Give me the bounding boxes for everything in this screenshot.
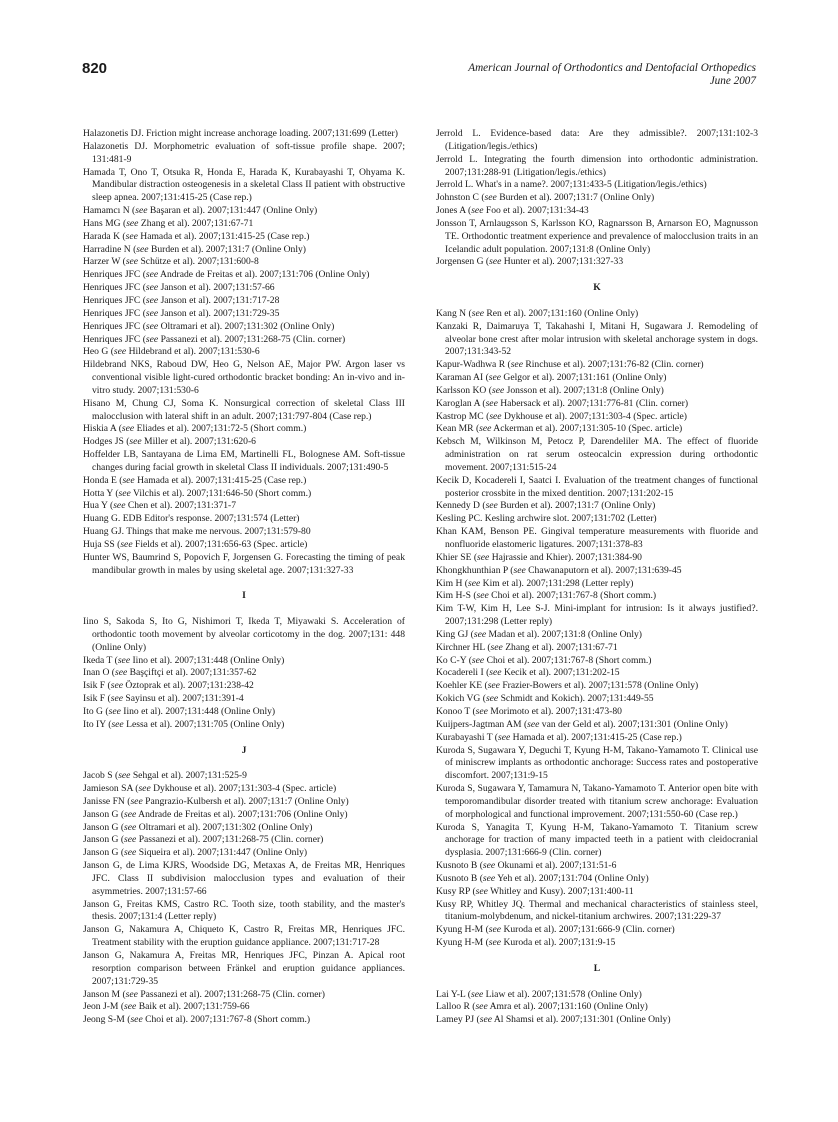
index-entry: Ito IY (see Lessa et al). 2007;131:705 (Online Only) (83, 718, 285, 730)
index-entry: Kuijpers-Jagtman AM (see van der Geld et al). 2007;131:301 (Online Only) (436, 718, 728, 730)
index-entry: Jonsson T, Arnlaugsson S, Karlsson KO, Ragnarsson B, Arnarson EO, Magnusson TE. Orthodontic treatment experience and prevalence of malocclusion traits in an Icelandic adult population. 2007;131:8 (Online Only) (436, 217, 758, 255)
index-entry: King GJ (see Madan et al). 2007;131:8 (Online Only) (436, 628, 642, 640)
index-entry: Heo G (see Hildebrand et al). 2007;131:530-6 (83, 346, 260, 358)
index-entry: Janson M (see Passanezi et al). 2007;131:268-75 (Clin. corner) (83, 988, 325, 1000)
index-entry: Johnston C (see Burden et al). 2007;131:7 (Online Only) (436, 192, 655, 204)
index-entry: Henriques JFC (see Passanezi et al). 2007;131:268-75 (Clin. corner) (83, 333, 346, 345)
index-entry: Janson G, Nakamura A, Freitas MR, Henriques JFC, Pinzan A. Apical root resorption comparison between Fränkel and eruption guidance appliances. 2007;131:729-35 (83, 950, 405, 987)
index-entry: Hisano M, Chung CJ, Soma K. Nonsurgical correction of skeletal Class III malocclusion with lateral shift in an adult. 2007;131:797-804 (Case rep.) (83, 397, 405, 422)
index-entry: Hua Y (see Chen et al). 2007;131:371-7 (83, 500, 237, 512)
index-entry: Lamey PJ (see Al Shamsi et al). 2007;131:301 (Online Only) (436, 1014, 671, 1026)
index-entry: Kyung H-M (see Kuroda et al). 2007;131:9-15 (436, 937, 616, 949)
issue-date: June 2007 (709, 75, 756, 87)
index-entry: Iino S, Sakoda S, Ito G, Nishimori T, Ikeda T, Miyawaki S. Acceleration of orthodontic tooth movement by alveolar corticotomy in the dog. 2007;131: 448 (Online Only) (83, 616, 405, 653)
index-entry: Karaman AI (see Gelgor et al). 2007;131:161 (Online Only) (436, 372, 667, 384)
index-entry: Kapur-Wadhwa R (see Rinchuse et al). 2007;131:76-82 (Clin. corner) (436, 359, 704, 371)
index-entry: Hunter WS, Baumrind S, Popovich F, Jorgensen G. Forecasting the timing of peak mandibular growth in males by using skeletal age. 2007;131:327-33 (83, 551, 405, 576)
index-entry: Kebsch M, Wilkinson M, Petocz P, Darendeliler MA. The effect of fluoride administration on rat serum osteocalcin expression during orthodontic movement. 2007;131:515-24 (436, 436, 758, 473)
index-entry: Isik F (see Öztoprak et al). 2007;131:238-42 (83, 680, 254, 692)
index-entry: Kesling PC. Kesling archwire slot. 2007;131:702 (Letter) (436, 513, 657, 525)
index-entry: Harada K (see Hamada et al). 2007;131:415-25 (Case rep.) (83, 230, 310, 242)
index-entry: Kim H-S (see Choi et al). 2007;131:767-8 (Short comm.) (436, 590, 657, 602)
running-header (336, 62, 756, 88)
index-entry: Kang N (see Ren et al). 2007;131:160 (Online Only) (436, 307, 639, 319)
index-entry: Kastrop MC (see Dykhouse et al). 2007;131:303-4 (Spec. article) (436, 410, 687, 422)
index-entry: Janson G (see Andrade de Freitas et al). 2007;131:706 (Online Only) (83, 808, 348, 820)
index-entry: Khier SE (see Hajrassie and Khier). 2007;131:384-90 (436, 551, 642, 563)
index-entry: Janson G, Freitas KMS, Castro RC. Tooth size, tooth stability, and the master's thesis. 2007;131:4 (Letter reply) (83, 898, 405, 923)
index-entry: Khongkhunthian P (see Chawanaputorn et al). 2007;131:639-45 (436, 564, 682, 576)
index-entry: Hamada T, Ono T, Otsuka R, Honda E, Harada K, Kurabayashi T, Ohyama K. Mandibular distraction osteogenesis in a skeletal Class II patient with obstructive sleep apnea. 2007;131:415-25 (Case rep.) (83, 166, 405, 204)
index-entry: Janson G (see Siqueira et al). 2007;131:447 (Online Only) (83, 847, 308, 859)
index-entry: Kim T-W, Kim H, Lee S-J. Mini-implant for intrusion: Is it always justified?. 2007;131:298 (Letter reply) (436, 603, 758, 628)
index-entry: Huang G. EDB Editor's response. 2007;131:574 (Letter) (83, 513, 300, 525)
index-entry: Jeon J-M (see Baik et al). 2007;131:759-66 (83, 1001, 250, 1013)
index-entry: Kirchner HL (see Zhang et al). 2007;131:67-71 (436, 641, 618, 653)
index-entry: Jamieson SA (see Dykhouse et al). 2007;131:303-4 (Spec. article) (83, 783, 337, 795)
index-entry: Jones A (see Foo et al). 2007;131:34-43 (436, 205, 589, 217)
index-entry: Kusnoto B (see Yeh et al). 2007;131:704 (Online Only) (436, 872, 649, 884)
index-entry: Kyung H-M (see Kuroda et al). 2007;131:666-9 (Clin. corner) (436, 924, 675, 936)
index-entry: Hodges JS (see Miller et al). 2007;131:620-6 (83, 436, 256, 448)
index-entry: Janson G (see Oltramari et al). 2007;131:302 (Online Only) (83, 821, 313, 833)
index-entry: Jacob S (see Sehgal et al). 2007;131:525-9 (83, 770, 247, 782)
index-entry: Janson G (see Passanezi et al). 2007;131:268-75 (Clin. corner) (83, 834, 324, 846)
index-column-left (83, 128, 405, 1027)
index-entry: Halazonetis DJ. Morphometric evaluation of soft-tissue profile shape. 2007; 131:481-9 (83, 140, 405, 165)
index-entry: Henriques JFC (see Janson et al). 2007;131:717-28 (83, 294, 280, 306)
index-entry: Lalloo R (see Amra et al). 2007;131:160 (Online Only) (436, 1001, 648, 1013)
page-number: 820 (82, 60, 108, 77)
index-entry: Hildebrand NKS, Raboud DW, Heo G, Nelson AE, Major PW. Argon laser vs conventional visible light-cured orthodontic bracket bonding: An in-vivo and in-vitro study. 2007;131:530-6 (83, 359, 405, 396)
index-entry: Jerrold L. Evidence-based data: Are they admissible?. 2007;131:102-3 (Litigation/legis./ethics) (436, 128, 758, 152)
index-entry: Henriques JFC (see Janson et al). 2007;131:729-35 (83, 307, 280, 319)
index-entry: Kusy RP, Whitley JQ. Thermal and mechanical characteristics of stainless steel, titanium-molybdenum, and nickel-titanium archwires. 2007;131:229-37 (436, 898, 758, 923)
index-entry: Kennedy D (see Burden et al). 2007;131:7 (Online Only) (436, 500, 656, 512)
index-entry: Janson G, de Lima KJRS, Woodside DG, Metaxas A, de Freitas MR, Henriques JFC. Class II subdivision malocclusion types and evaluation of their asymmetries. 2007;131:57-66 (83, 860, 405, 897)
index-entry: Karoglan A (see Habersack et al). 2007;131:776-81 (Clin. corner) (436, 397, 689, 409)
index-entry: Karlsson KO (see Jonsson et al). 2007;131:8 (Online Only) (436, 384, 664, 396)
index-entry: Isik F (see Sayinsu et al). 2007;131:391-4 (83, 693, 244, 705)
index-entry: Henriques JFC (see Janson et al). 2007;131:57-66 (83, 282, 275, 294)
section-letter: L (593, 962, 601, 974)
index-entry: Kim H (see Kim et al). 2007;131:298 (Letter reply) (436, 577, 634, 589)
index-entry: Kusnoto B (see Okunami et al). 2007;131:51-6 (436, 860, 617, 872)
index-entry: Khan KAM, Benson PE. Gingival temperature measurements with fluoride and nonfluoride elastomeric ligatures. 2007;131:378-83 (436, 526, 758, 550)
index-entry: Hiskia A (see Eliades et al). 2007;131:72-5 (Short comm.) (83, 423, 307, 435)
index-entry: Huja SS (see Fields et al). 2007;131:656-63 (Spec. article) (83, 539, 308, 550)
section-letter: I (242, 590, 246, 602)
index-entry: Hans MG (see Zhang et al). 2007;131:67-71 (83, 217, 254, 229)
index-entry: Ko C-Y (see Choi et al). 2007;131:767-8 (Short comm.) (436, 654, 652, 666)
index-entry: Halazonetis DJ. Friction might increase anchorage loading. 2007;131:699 (Letter) (83, 128, 398, 139)
index-entry: Kecik D, Kocadereli I, Saatci I. Evaluation of the treatment changes of functional posterior crossbite in the mixed dentition. 2007;131:202-15 (436, 474, 758, 499)
index-entry: Inan O (see Başçiftçi et al). 2007;131:357-62 (83, 667, 257, 679)
section-letter: J (241, 744, 247, 756)
index-entry: Hamamcı N (see Başaran et al). 2007;131:447 (Online Only) (83, 205, 318, 217)
journal-title: American Journal of Orthodontics and Dentofacial Orthopedics (468, 62, 756, 74)
index-entry: Kurabayashi T (see Hamada et al). 2007;131:415-25 (Case rep.) (436, 731, 682, 743)
index-entry: Huang GJ. Things that make me nervous. 2007;131:579-80 (83, 526, 311, 538)
index-entry: Ikeda T (see Iino et al). 2007;131:448 (Online Only) (83, 654, 285, 666)
index-entry: Jeong S-M (see Choi et al). 2007;131:767-8 (Short comm.) (83, 1014, 311, 1026)
index-entry: Kean MR (see Ackerman et al). 2007;131:305-10 (Spec. article) (436, 423, 683, 435)
index-entry: Kuroda S, Sugawara Y, Deguchi T, Kyung H-M, Takano-Yamamoto T. Clinical use of miniscrew implants as orthodontic anchorage: Success rates and postoperative discomfort. 2007;131:9-15 (436, 744, 758, 782)
index-entry: Jerrold L. Integrating the fourth dimension into orthodontic administration. 2007;131:288-91 (Litigation/legis./ethics) (436, 153, 758, 178)
index-entry: Henriques JFC (see Andrade de Freitas et al). 2007;131:706 (Online Only) (83, 269, 370, 281)
index-entry: Jerrold L. What's in a name?. 2007;131:433-5 (Litigation/legis./ethics) (436, 179, 707, 191)
index-entry: Kocadereli I (see Kecik et al). 2007;131:202-15 (436, 667, 620, 679)
index-entry: Kanzaki R, Daimaruya T, Takahashi I, Mitani H, Sugawara J. Remodeling of alveolar bone crest after molar intrusion with skeletal anchorage system in dogs. 2007;131:343-52 (436, 320, 758, 358)
index-entry: Harradine N (see Burden et al). 2007;131:7 (Online Only) (83, 243, 307, 255)
index-entry: Lai Y-L (see Liaw et al). 2007;131:578 (Online Only) (436, 988, 642, 1000)
index-entry: Kuroda S, Sugawara Y, Tamamura N, Takano-Yamamoto T. Anterior open bite with temporomandibular disorder treated with titanium screw anchorage: Evaluation of morphological and functional improvement. 2007;131:550-60 (Case rep.) (436, 783, 758, 820)
index-entry: Harzer W (see Schütze et al). 2007;131:600-8 (83, 256, 259, 268)
index-entry: Kuroda S, Yanagita T, Kyung H-M, Takano-Yamamoto T. Titanium screw anchorage for traction of many impacted teeth in a patient with cleidocranial dysplasia. 2007;131:666-9 (Clin. corner) (436, 821, 758, 859)
index-entry: Kusy RP (see Whitley and Kusy). 2007;131:400-11 (436, 885, 634, 897)
index-entry: Ito G (see Iino et al). 2007;131:448 (Online Only) (83, 705, 276, 717)
index-entry: Janson G, Nakamura A, Chiqueto K, Castro R, Freitas MR, Henriques JFC. Treatment stability with the eruption guidance appliance. 2007;131:717-28 (83, 924, 405, 949)
index-entry: Henriques JFC (see Oltramari et al). 2007;131:302 (Online Only) (83, 320, 335, 332)
index-entry: Kokich VG (see Schmidt and Kokich). 2007;131:449-55 (436, 693, 654, 705)
index-entry: Honda E (see Hamada et al). 2007;131:415-25 (Case rep.) (83, 474, 307, 486)
index-entry: Hoffelder LB, Santayana de Lima EM, Martinelli FL, Bolognese AM. Soft-tissue changes during facial growth in skeletal Class II individuals. 2007;131:490-5 (83, 449, 405, 473)
index-entry: Koehler KE (see Frazier-Bowers et al). 2007;131:578 (Online Only) (436, 680, 699, 692)
index-entry: Jorgensen G (see Hunter et al). 2007;131:327-33 (436, 256, 624, 268)
index-entry: Hotta Y (see Vilchis et al). 2007;131:646-50 (Short comm.) (83, 487, 312, 499)
index-entry: Konoo T (see Morimoto et al). 2007;131:473-80 (436, 705, 622, 717)
index-entry: Janisse FN (see Pangrazio-Kulbersh et al). 2007;131:7 (Online Only) (83, 795, 349, 807)
index-column-right (436, 128, 758, 1027)
section-letter: K (593, 282, 601, 294)
